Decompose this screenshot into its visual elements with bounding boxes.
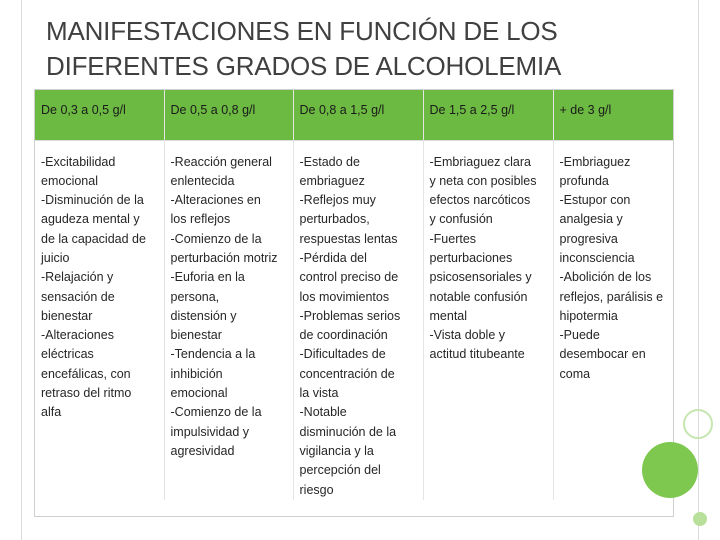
table-cell: -Embriaguez profunda -Estupor con analgesia y progresiva inconsciencia -Abolición de los reflejos, parálisis e hipotermia -Puede desembocar en coma [559, 154, 664, 381]
header-cell: + de 3 g/l [553, 90, 673, 140]
decorative-circle-large [642, 442, 698, 498]
title-line-2: DIFERENTES GRADOS DE ALCOHOLEMIA [46, 51, 562, 81]
table-cell: -Estado de embriaguez -Reflejos muy perturbados, respuestas lentas -Pérdida del control preciso de los movimientos -Problemas serios de coordinación -Dificultades de concentración de la vista -Notable disminución de la vigilancia y la percepción del riesgo [293, 140, 423, 500]
slide-title [46, 14, 666, 84]
decorative-circle-small [693, 512, 707, 526]
table-row [35, 140, 673, 500]
header-cell: De 1,5 a 2,5 g/l [423, 90, 553, 140]
table-cell: -Reacción general enlentecida -Alteraciones en los reflejos -Comienzo de la perturbación motriz -Euforia en la persona, distensión y bienestar -Tendencia a la inhibición emocional -Comienzo de la impulsividad y agresividad [164, 140, 293, 500]
table-header-row [35, 90, 673, 140]
table-cell: -Excitabilidad emocional -Disminución de la agudeza mental y de la capacidad de juicio -Relajación y sensación de bienestar -Alteraciones eléctricas encefálicas, con retraso del ritmo alfa [35, 140, 164, 500]
header-cell: De 0,8 a 1,5 g/l [293, 90, 423, 140]
table-cell: -Embriaguez clara y neta con posibles efectos narcóticos y confusión -Fuertes perturbaciones psicosensoriales y notable confusión mental -Vista doble y actitud titubeante [423, 140, 553, 500]
alcoholemia-table [34, 89, 674, 517]
header-cell: De 0,5 a 0,8 g/l [164, 90, 293, 140]
title-line-1: MANIFESTACIONES EN FUNCIÓN DE LOS [46, 16, 558, 46]
decorative-ring [683, 409, 713, 439]
header-cell: De 0,3 a 0,5 g/l [35, 90, 164, 140]
